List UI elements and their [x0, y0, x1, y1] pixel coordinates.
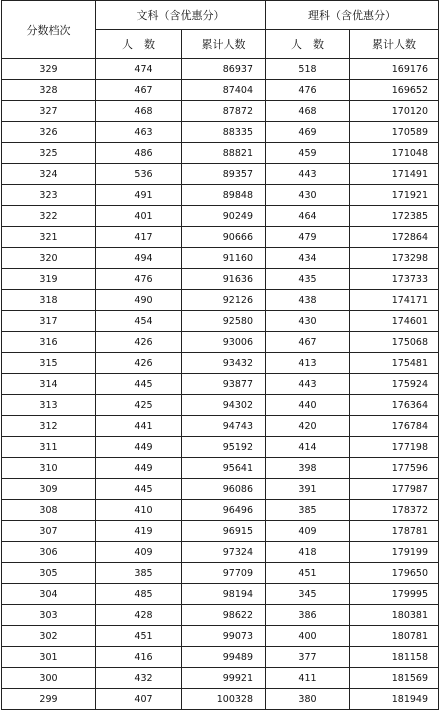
arts-count-cell: 426	[96, 353, 182, 374]
arts-count-cell: 410	[96, 500, 182, 521]
score-cell: 309	[2, 479, 96, 500]
science-cumulative-cell: 178372	[350, 500, 439, 521]
science-count-cell: 420	[266, 416, 350, 437]
score-cell: 306	[2, 542, 96, 563]
science-cumulative-cell: 173298	[350, 248, 439, 269]
arts-count-cell: 494	[96, 248, 182, 269]
science-count-cell: 413	[266, 353, 350, 374]
table-row	[2, 164, 439, 185]
science-cumulative-cell: 179199	[350, 542, 439, 563]
arts-cumulative-cell: 93877	[182, 374, 266, 395]
score-cell: 323	[2, 185, 96, 206]
science-count-cell: 400	[266, 626, 350, 647]
science-cumulative-cell: 169652	[350, 80, 439, 101]
score-cell: 307	[2, 521, 96, 542]
science-cumulative-cell: 177596	[350, 458, 439, 479]
arts-cumulative-cell: 97324	[182, 542, 266, 563]
arts-cumulative-cell: 97709	[182, 563, 266, 584]
score-cell: 317	[2, 311, 96, 332]
science-count-cell: 438	[266, 290, 350, 311]
science-count-cell: 443	[266, 164, 350, 185]
science-cumulative-cell: 174171	[350, 290, 439, 311]
science-count-cell: 345	[266, 584, 350, 605]
score-cell: 324	[2, 164, 96, 185]
score-cell: 316	[2, 332, 96, 353]
arts-count-cell: 476	[96, 269, 182, 290]
score-cell: 311	[2, 437, 96, 458]
table-row	[2, 395, 439, 416]
arts-count-cell: 409	[96, 542, 182, 563]
arts-cumulative-cell: 91636	[182, 269, 266, 290]
score-cell: 313	[2, 395, 96, 416]
arts-cumulative-cell: 93006	[182, 332, 266, 353]
science-cumulative-cell: 180381	[350, 605, 439, 626]
table-row	[2, 353, 439, 374]
science-cumulative-cell: 181569	[350, 668, 439, 689]
science-count-cell: 380	[266, 689, 350, 710]
table-row	[2, 101, 439, 122]
arts-group-header: 文科（含优惠分）	[96, 1, 266, 30]
arts-count-cell: 491	[96, 185, 182, 206]
table-row	[2, 437, 439, 458]
science-cumulative-cell: 179650	[350, 563, 439, 584]
table-row	[2, 80, 439, 101]
score-cell: 308	[2, 500, 96, 521]
science-count-cell: 398	[266, 458, 350, 479]
arts-count-cell: 490	[96, 290, 182, 311]
science-count-cell: 418	[266, 542, 350, 563]
arts-count-cell: 426	[96, 332, 182, 353]
arts-count-cell: 385	[96, 563, 182, 584]
science-cumulative-cell: 171048	[350, 143, 439, 164]
arts-count-header: 人 数	[96, 30, 182, 59]
arts-cumulative-cell: 99489	[182, 647, 266, 668]
science-count-cell: 377	[266, 647, 350, 668]
science-count-cell: 440	[266, 395, 350, 416]
science-count-cell: 467	[266, 332, 350, 353]
science-cumulative-cell: 177987	[350, 479, 439, 500]
science-cumulative-cell: 172385	[350, 206, 439, 227]
table-row	[2, 563, 439, 584]
score-cell: 301	[2, 647, 96, 668]
score-cell: 320	[2, 248, 96, 269]
science-count-cell: 435	[266, 269, 350, 290]
arts-count-cell: 425	[96, 395, 182, 416]
table-row	[2, 143, 439, 164]
table-row	[2, 185, 439, 206]
science-cumulative-cell: 177198	[350, 437, 439, 458]
science-count-cell: 391	[266, 479, 350, 500]
science-count-cell: 430	[266, 311, 350, 332]
score-cell: 325	[2, 143, 96, 164]
arts-cumulative-cell: 99921	[182, 668, 266, 689]
science-cumulative-cell: 176364	[350, 395, 439, 416]
science-cumulative-cell: 179995	[350, 584, 439, 605]
arts-count-cell: 486	[96, 143, 182, 164]
score-cell: 319	[2, 269, 96, 290]
score-cell: 305	[2, 563, 96, 584]
table-row	[2, 542, 439, 563]
table-row	[2, 626, 439, 647]
arts-cumulative-header: 累计人数	[182, 30, 266, 59]
science-count-cell: 464	[266, 206, 350, 227]
table-row	[2, 269, 439, 290]
arts-cumulative-cell: 96086	[182, 479, 266, 500]
arts-count-cell: 401	[96, 206, 182, 227]
table-row	[2, 584, 439, 605]
science-cumulative-cell: 175068	[350, 332, 439, 353]
science-count-cell: 411	[266, 668, 350, 689]
arts-cumulative-cell: 86937	[182, 59, 266, 80]
score-cell: 314	[2, 374, 96, 395]
score-cell: 322	[2, 206, 96, 227]
science-cumulative-cell: 170120	[350, 101, 439, 122]
table-header	[2, 1, 439, 59]
arts-cumulative-cell: 95192	[182, 437, 266, 458]
arts-cumulative-cell: 98194	[182, 584, 266, 605]
arts-cumulative-cell: 88335	[182, 122, 266, 143]
table-row	[2, 500, 439, 521]
science-cumulative-cell: 181158	[350, 647, 439, 668]
score-cell: 299	[2, 689, 96, 710]
table-row	[2, 122, 439, 143]
arts-cumulative-cell: 96915	[182, 521, 266, 542]
arts-cumulative-cell: 92580	[182, 311, 266, 332]
table-row	[2, 290, 439, 311]
score-cell: 310	[2, 458, 96, 479]
arts-cumulative-cell: 87872	[182, 101, 266, 122]
score-cell: 312	[2, 416, 96, 437]
table-row	[2, 227, 439, 248]
table-row	[2, 521, 439, 542]
science-count-cell: 459	[266, 143, 350, 164]
arts-count-cell: 445	[96, 374, 182, 395]
score-cell: 315	[2, 353, 96, 374]
science-cumulative-cell: 173733	[350, 269, 439, 290]
arts-cumulative-cell: 89848	[182, 185, 266, 206]
science-count-cell: 434	[266, 248, 350, 269]
science-cumulative-cell: 171921	[350, 185, 439, 206]
science-cumulative-cell: 175481	[350, 353, 439, 374]
table-row	[2, 668, 439, 689]
arts-count-cell: 445	[96, 479, 182, 500]
science-group-header: 理科（含优惠分）	[266, 1, 439, 30]
science-cumulative-cell: 174601	[350, 311, 439, 332]
table-row	[2, 605, 439, 626]
table-row	[2, 458, 439, 479]
arts-count-cell: 454	[96, 311, 182, 332]
arts-cumulative-cell: 91160	[182, 248, 266, 269]
arts-cumulative-cell: 95641	[182, 458, 266, 479]
science-cumulative-cell: 180781	[350, 626, 439, 647]
arts-count-cell: 428	[96, 605, 182, 626]
science-count-cell: 476	[266, 80, 350, 101]
science-cumulative-cell: 178781	[350, 521, 439, 542]
score-column-header: 分数档次	[2, 1, 96, 59]
science-count-cell: 385	[266, 500, 350, 521]
table-row	[2, 416, 439, 437]
arts-count-cell: 467	[96, 80, 182, 101]
table-row	[2, 248, 439, 269]
arts-cumulative-cell: 93432	[182, 353, 266, 374]
score-cell: 329	[2, 59, 96, 80]
arts-count-cell: 416	[96, 647, 182, 668]
arts-count-cell: 485	[96, 584, 182, 605]
table-row	[2, 332, 439, 353]
arts-count-cell: 449	[96, 458, 182, 479]
science-count-cell: 443	[266, 374, 350, 395]
score-cell: 303	[2, 605, 96, 626]
table-row	[2, 647, 439, 668]
arts-cumulative-cell: 98622	[182, 605, 266, 626]
table-row	[2, 206, 439, 227]
arts-count-cell: 451	[96, 626, 182, 647]
score-cell: 327	[2, 101, 96, 122]
science-cumulative-cell: 175924	[350, 374, 439, 395]
score-cell: 326	[2, 122, 96, 143]
arts-cumulative-cell: 99073	[182, 626, 266, 647]
arts-count-cell: 463	[96, 122, 182, 143]
score-cell: 300	[2, 668, 96, 689]
arts-count-cell: 441	[96, 416, 182, 437]
table-row	[2, 374, 439, 395]
science-count-cell: 468	[266, 101, 350, 122]
science-count-cell: 386	[266, 605, 350, 626]
arts-cumulative-cell: 87404	[182, 80, 266, 101]
score-cell: 321	[2, 227, 96, 248]
score-distribution-table	[1, 0, 439, 710]
arts-count-cell: 449	[96, 437, 182, 458]
arts-count-cell: 419	[96, 521, 182, 542]
table-row	[2, 311, 439, 332]
arts-count-cell: 407	[96, 689, 182, 710]
score-cell: 328	[2, 80, 96, 101]
arts-cumulative-cell: 89357	[182, 164, 266, 185]
arts-count-cell: 417	[96, 227, 182, 248]
science-cumulative-cell: 169176	[350, 59, 439, 80]
table-row	[2, 59, 439, 80]
science-count-cell: 469	[266, 122, 350, 143]
science-count-cell: 409	[266, 521, 350, 542]
science-count-cell: 451	[266, 563, 350, 584]
arts-count-cell: 474	[96, 59, 182, 80]
arts-cumulative-cell: 90249	[182, 206, 266, 227]
arts-count-cell: 468	[96, 101, 182, 122]
science-cumulative-cell: 171491	[350, 164, 439, 185]
arts-count-cell: 432	[96, 668, 182, 689]
science-count-header: 人 数	[266, 30, 350, 59]
arts-cumulative-cell: 96496	[182, 500, 266, 521]
arts-cumulative-cell: 100328	[182, 689, 266, 710]
science-count-cell: 430	[266, 185, 350, 206]
science-cumulative-header: 累计人数	[350, 30, 439, 59]
arts-cumulative-cell: 94302	[182, 395, 266, 416]
science-cumulative-cell: 176784	[350, 416, 439, 437]
score-cell: 302	[2, 626, 96, 647]
table-body	[2, 59, 439, 710]
arts-count-cell: 536	[96, 164, 182, 185]
arts-cumulative-cell: 92126	[182, 290, 266, 311]
science-cumulative-cell: 170589	[350, 122, 439, 143]
arts-cumulative-cell: 94743	[182, 416, 266, 437]
arts-cumulative-cell: 90666	[182, 227, 266, 248]
science-cumulative-cell: 181949	[350, 689, 439, 710]
science-count-cell: 479	[266, 227, 350, 248]
table-row	[2, 689, 439, 710]
score-cell: 318	[2, 290, 96, 311]
science-count-cell: 518	[266, 59, 350, 80]
science-count-cell: 414	[266, 437, 350, 458]
table-row	[2, 479, 439, 500]
score-cell: 304	[2, 584, 96, 605]
arts-cumulative-cell: 88821	[182, 143, 266, 164]
science-cumulative-cell: 172864	[350, 227, 439, 248]
